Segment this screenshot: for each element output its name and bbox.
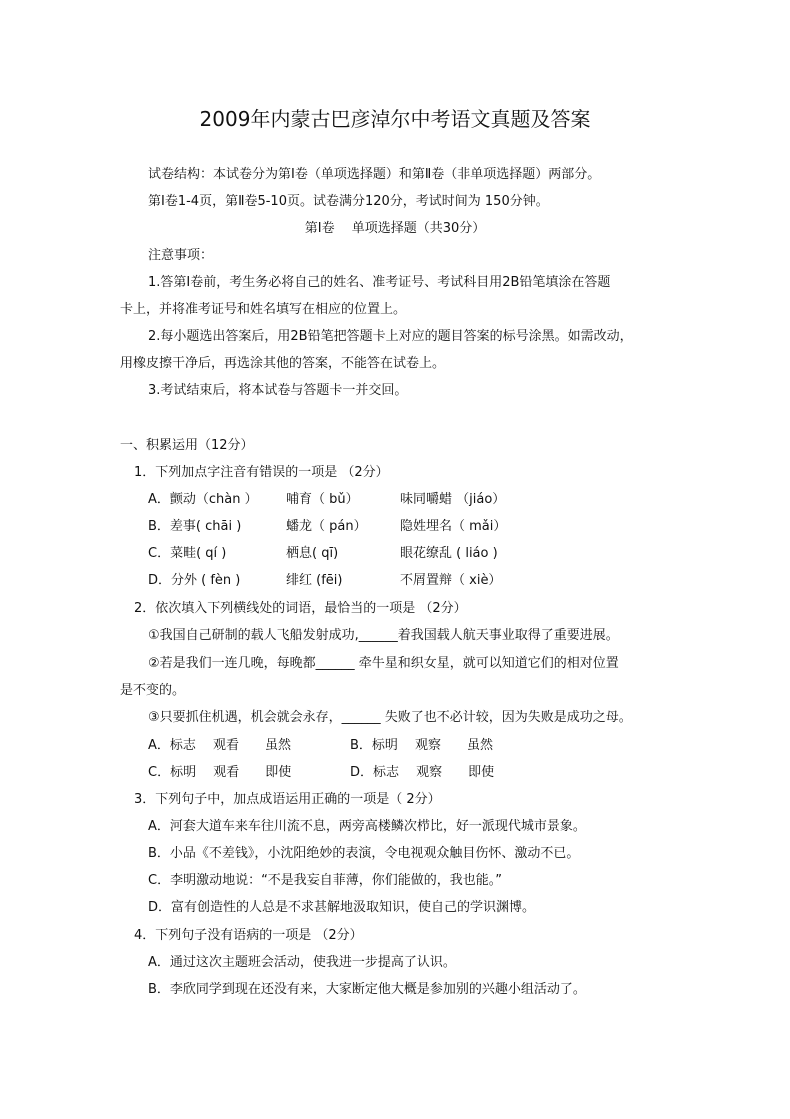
question-3-option-c: C．李明激动地说：“不是我妄自菲薄，你们能做的，我也能。” bbox=[148, 873, 503, 888]
question-2-option-b: B．标明 观察 虽然 bbox=[350, 738, 494, 753]
notice-2-line-1: 2.每小题选出答案后，用2B铅笔把答题卡上对应的题目答案的标号涂黑。如需改动， bbox=[148, 329, 633, 344]
question-4-option-a: A．通过这次主题班会活动，使我进一步提高了认识。 bbox=[148, 955, 456, 970]
question-4-option-b: B．李欣同学到现在还没有来，大家断定他大概是参加别的兴趣小组活动了。 bbox=[148, 982, 586, 997]
part1-heading: 第Ⅰ卷 单项选择题（共30分） bbox=[304, 221, 486, 236]
option-item: 栖息( qī) bbox=[286, 546, 339, 561]
question-2-sentence-2-line-1: ②若是我们一连几晚，每晚都______ 牵牛星和织女星，就可以知道它们的相对位置 bbox=[148, 656, 619, 671]
question-3-stem: 3．下列句子中，加点成语运用正确的一项是（ 2分） bbox=[134, 792, 441, 807]
question-3-option-d: D．富有创造性的人总是不求甚解地汲取知识，使自己的学识渊博。 bbox=[148, 900, 536, 915]
page-title: 2009年内蒙古巴彦淖尔中考语文真题及答案 bbox=[199, 107, 591, 131]
option-item: B．差事( chāi ) bbox=[148, 519, 242, 534]
exam-pages-text: 第Ⅰ卷1-4页，第Ⅱ卷5-10页。试卷满分120分，考试时间为 150分钟。 bbox=[148, 194, 549, 209]
notice-heading: 注意事项： bbox=[148, 248, 214, 263]
question-1-stem: 1．下列加点字注音有错误的一项是 （2分） bbox=[134, 465, 389, 480]
question-2-option-d: D．标志 观察 即使 bbox=[350, 765, 495, 780]
option-item: 哺育（ bǔ） bbox=[286, 492, 359, 507]
option-item: C．菜畦( qí ) bbox=[148, 546, 227, 561]
question-2-sentence-2-line-2: 是不变的。 bbox=[120, 683, 186, 698]
question-3-option-a: A．河套大道车来车往川流不息，两旁高楼鳞次栉比，好一派现代城市景象。 bbox=[148, 819, 586, 834]
option-item: 隐姓埋名（ mǎi） bbox=[400, 519, 507, 534]
question-2-stem: 2．依次填入下列横线处的词语，最恰当的一项是 （2分） bbox=[134, 601, 467, 616]
section-heading: 一、积累运用（12分） bbox=[120, 438, 254, 453]
notice-3: 3.考试结束后，将本试卷与答题卡一并交回。 bbox=[148, 383, 408, 398]
notice-2-line-2: 用橡皮擦干净后，再选涂其他的答案，不能答在试卷上。 bbox=[120, 356, 446, 371]
question-2-sentence-3: ③只要抓住机遇，机会就会永存，______ 失败了也不必计较，因为失败是成功之母。 bbox=[148, 710, 632, 725]
option-item: A．颤动（chàn ） bbox=[148, 492, 258, 507]
option-item: 不屑置辩（ xiè） bbox=[400, 573, 502, 588]
question-4-stem: 4．下列句子没有语病的一项是 （2分） bbox=[134, 928, 363, 943]
option-item: 绯红 (fēi) bbox=[286, 573, 343, 588]
exam-structure-text: 试卷结构：本试卷分为第Ⅰ卷（单项选择题）和第Ⅱ卷（非单项选择题）两部分。 bbox=[148, 167, 601, 182]
option-item: 眼花缭乱 ( liáo ) bbox=[400, 546, 498, 561]
option-item: 蟠龙（ pán） bbox=[286, 519, 367, 534]
question-2-option-c: C．标明 观看 即使 bbox=[148, 765, 292, 780]
option-item: D．分外 ( fèn ) bbox=[148, 573, 241, 588]
notice-1-line-2: 卡上，并将准考证号和姓名填写在相应的位置上。 bbox=[120, 302, 407, 317]
question-3-option-b: B．小品《不差钱》，小沈阳绝妙的表演，令电视观众触目伤怀、激动不已。 bbox=[148, 846, 580, 861]
notice-1-line-1: 1.答第Ⅰ卷前，考生务必将自己的姓名、准考证号、考试科目用2B铅笔填涂在答题 bbox=[148, 275, 611, 290]
option-item: 味同嚼蜡 （jiáo） bbox=[400, 492, 506, 507]
question-2-sentence-1: ①我国自己研制的载人飞船发射成功,______着我国载人航天事业取得了重要进展。 bbox=[148, 628, 619, 643]
question-2-option-a: A．标志 观看 虽然 bbox=[148, 738, 292, 753]
